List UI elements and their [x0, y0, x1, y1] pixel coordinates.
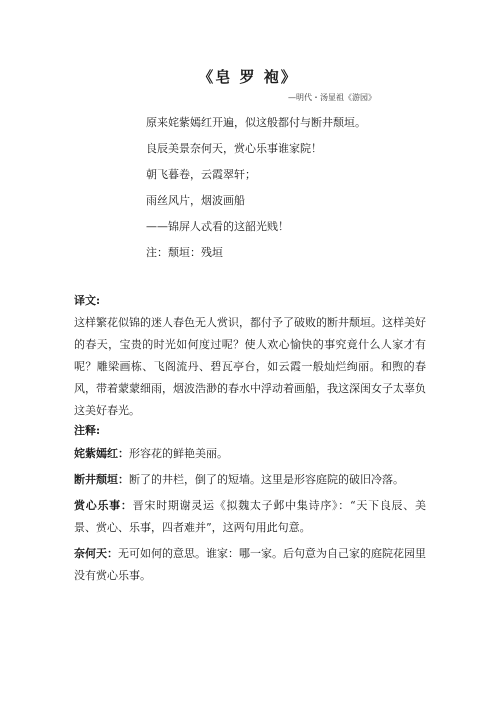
note-term: 奈何天： [74, 547, 118, 560]
note-item [74, 443, 426, 465]
poem-line: 原来姹紫嫣红开遍，似这般都付与断井颓垣。 [146, 116, 366, 129]
note-item [74, 543, 426, 587]
poem-line: 朝飞暮卷，云霞翠轩； [146, 168, 256, 181]
translation-text: 这样繁花似锦的迷人春色无人赏识，都付予了破败的断井颓垣。这样美好的春天，宝贵的时光如何度过呢？使人欢心愉快的事究竟什么人家才有呢？雕梁画栋、飞阁流丹、碧瓦亭台，如云霞一般灿烂绚丽。和煦的春风，带着蒙蒙细雨，烟波浩渺的春水中浮动着画船，我这深闺女子太辜负这美好春光。 [74, 316, 426, 417]
poem-title: 《皂 罗 袍》 [198, 68, 298, 86]
notes-heading: 注释: [74, 424, 101, 437]
note-text: 断了的井栏，倒了的短墙。这里是形容庭院的破旧冷落。 [129, 473, 404, 486]
poem-line: 雨丝风片，烟波画船 [146, 194, 245, 207]
note-term: 赏心乐事： [74, 499, 133, 512]
note-text: 晋宋时期谢灵运《拟魏太子邺中集诗序》：“天下良辰、美景、赏心、乐事，四者难并”，这两句用此句意。 [74, 499, 427, 534]
note-text: 形容花的鲜艳美丽。 [129, 447, 228, 460]
poem-line: ——锦屏人忒看的这韶光贱！ [146, 220, 289, 233]
note-item [74, 495, 426, 539]
note-text: 无可如何的意思。谁家：哪一家。后句意为自己家的庭院花园里没有赏心乐事。 [74, 547, 426, 582]
notes-list [74, 443, 426, 591]
poem-body [146, 110, 366, 266]
poem-attribution: —明代・汤显祖《游园》 [288, 93, 376, 102]
note-term: 姹紫嫣红： [74, 447, 129, 460]
poem-note-line: 注：颓垣：残垣 [146, 246, 223, 259]
translation-heading: 译文: [74, 294, 101, 307]
poem-line: 良辰美景奈何天，赏心乐事谁家院！ [146, 142, 322, 155]
note-term: 断井颓垣： [74, 473, 129, 486]
note-item [74, 469, 426, 491]
